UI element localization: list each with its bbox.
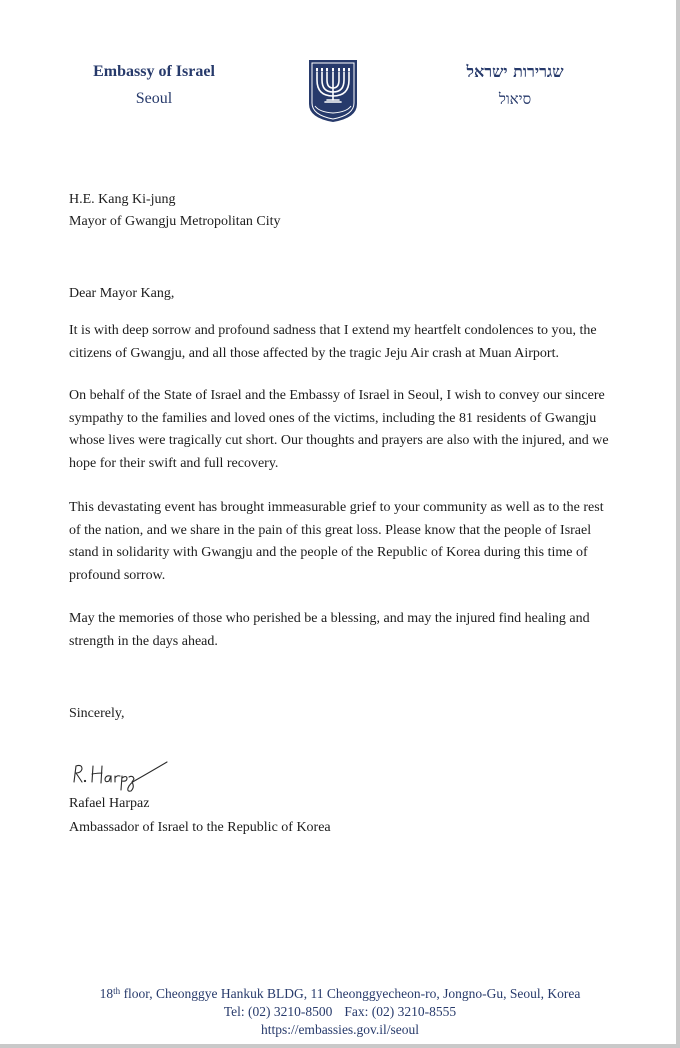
paragraph-condolences: It is with deep sorrow and profound sadness that I extend my heartfelt condolences to you, the citizens of Gwangju, and all those affected by the tragic Jeju Air crash at Muan Airport. — [69, 323, 597, 361]
menorah-emblem-icon — [306, 58, 360, 124]
footer-address-rest: floor, Cheonggye Hankuk BLDG, 11 Cheonggyecheon-ro, Jongno-Gu, Seoul, Korea — [120, 986, 581, 1001]
salutation: Dear Mayor Kang, — [69, 286, 175, 301]
footer-phone-line — [0, 1003, 680, 1021]
city-english: Seoul — [135, 90, 173, 107]
footer-website: https://embassies.gov.il/seoul — [260, 1022, 420, 1037]
footer-address — [0, 985, 680, 1003]
footer-floor-number: 18 — [99, 986, 114, 1001]
embassy-name-hebrew: שגרירות ישראל — [466, 62, 564, 81]
recipient-name: H.E. Kang Ki-jung — [69, 192, 176, 207]
paragraph-solidarity: This devastating event has brought immeasurable grief to your community as well as to the rest of the nation, and we share in the pain of this great loss. Please know that the people of Israel stand in solidarity with Gwangju and the people of the Republic of Korea during this time of profound sorrow. — [69, 500, 604, 583]
footer-fax: Fax: (02) 3210-8555 — [344, 1004, 457, 1019]
closing: Sincerely, — [69, 706, 125, 721]
recipient-block — [69, 189, 281, 233]
paragraph-sympathy: On behalf of the State of Israel and the Embassy of Israel in Seoul, I wish to convey our sincere sympathy to the families and loved ones of the victims, including the 81 residents of Gwangju whose lives were tragically cut short. Our thoughts and prayers are also with the injured, and we hope for their swift and full recovery. — [69, 388, 609, 471]
signer-block — [69, 792, 331, 840]
embassy-name-english: Embassy of Israel — [93, 63, 215, 80]
signer-name: Rafael Harpaz — [69, 796, 150, 811]
city-hebrew: סיאול — [498, 90, 532, 108]
footer-contact — [0, 985, 680, 1039]
handwritten-signature — [68, 756, 172, 794]
recipient-title: Mayor of Gwangju Metropolitan City — [69, 214, 281, 229]
footer-tel: Tel: (02) 3210-8500 — [223, 1004, 333, 1019]
letterhead-hebrew — [430, 62, 600, 110]
letterhead-english — [64, 62, 244, 110]
paragraph-blessing: May the memories of those who perished be a blessing, and may the injured find healing and strength in the days ahead. — [69, 611, 590, 649]
signer-title: Ambassador of Israel to the Republic of Korea — [69, 820, 331, 835]
footer-floor-suffix: th — [113, 986, 121, 996]
